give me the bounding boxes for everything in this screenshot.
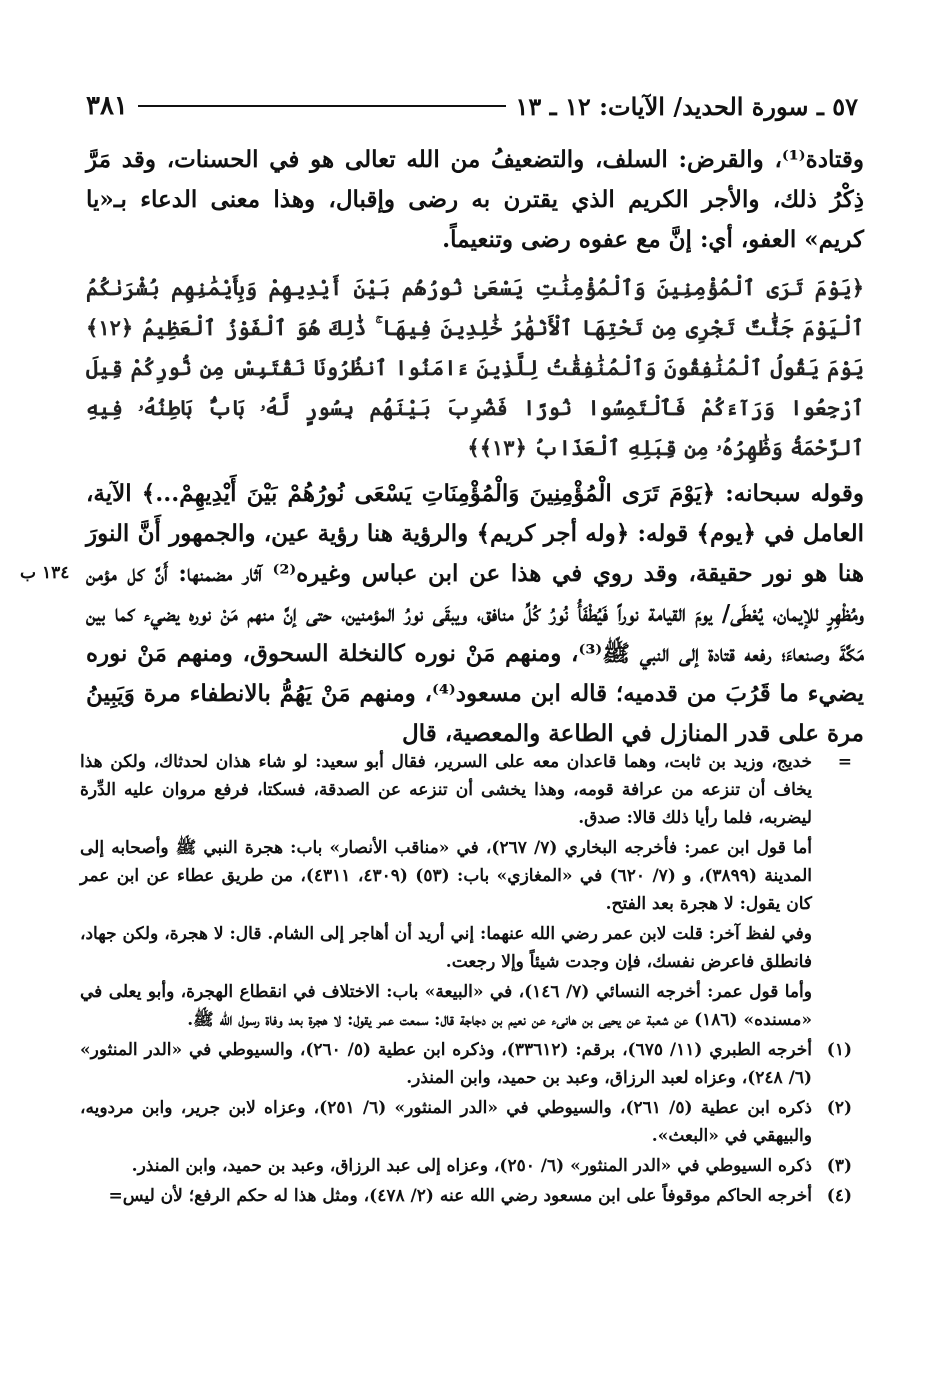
- page-number: ٣٨١: [86, 91, 128, 121]
- footnotes: [80, 748, 852, 1212]
- paragraph-2: وقوله سبحانه: ﴿يَوْمَ تَرَى الْمُؤْمِنِينَ وَالْمُؤْمِنَاتِ يَسْعَى نُورُهُمْ بَيْنَ أَيْدِيهِمْ...﴾ الآية، العامل في ﴿يوم﴾ قوله: ﴿وله أجر كريم﴾ والرؤية هنا رؤية عين، والجمهور أَنَّ النورَ هنا هو نور حقيقة، وقد روي في هذا عن ابن عباس وغيره⁽²⁾ آثار مضمنها: أَنَّ كل مؤمن ومُظْهِرٍ للإيمان، يُعْطَى/ يومَ القيامة نوراً فَيُطْفَأُ نُورُ كُلِّ منافق، ويبقَى نورُ المؤمنين، حتى إنَّ منهم مَنْ نوره يضيء كما بين مَكَّةَ وصنعاءَ؛ رفعه قتادة إلى النبي ﷺ⁽³⁾، ومنهم مَنْ نوره كالنخلة السحوق، ومنهم مَنْ نوره يضيء ما قَرُبَ من قدميه؛ قاله ابن مسعود⁽⁴⁾، ومنهم مَنْ يَهُمُّ بالانطفاء مرة وَيَبِينُ مرة على قدر المنازل في الطاعة والمعصية، قال: [86, 480, 864, 747]
- footnote-text: ذكره ابن عطية (٥/ ٢٦١)، والسيوطي في «الدر المنثور» (٦/ ٢٥١)، وعزاه لابن جرير، وابن مردويه، والبيهقي في «البعث».: [80, 1098, 812, 1146]
- footnote-continuation: [80, 920, 852, 976]
- footnote-text: وأما قول عمر: أخرجه النسائي (٧/ ١٤٦)، في «البيعة» باب: الاختلاف في انقطاع الهجرة، وأبو يعلى في «مسنده» (١٨٦) عن شعبة عن يحيى بن هانىء عن نعيم بن دجاجة قال: سمعت عمر يقول: لا هجرة بعد وفاة رسول الله ﷺ.: [80, 982, 812, 1030]
- footnote-continuation: [80, 978, 852, 1034]
- footnote-text: أخرجه الحاكم موقوفاً على ابن مسعود رضي الله عنه (٢/ ٤٧٨)، ومثل هذا له حكم الرفع؛ لأن ليس=: [108, 1186, 812, 1206]
- footnote-2: [80, 1094, 852, 1150]
- footnote-continuation: [80, 834, 852, 918]
- footnote-number: (٤): [826, 1186, 852, 1206]
- footnote-continuation: [80, 748, 852, 832]
- header-title: ٥٧ ـ سورة الحديد/ الآيات: ١٢ ـ ١٣: [515, 91, 858, 121]
- footnote-text: وفي لفظ آخر: قلت لابن عمر رضي الله عنهما: إني أريد أن أهاجر إلى الشام. قال: لا هجرة، ولكن جهاد، فانطلق فاعرض نفسك، فإن وجدت شيئاً وإلا رجعت.: [80, 924, 812, 972]
- footnote-number: (١): [826, 1040, 852, 1060]
- footnote-3: [80, 1152, 852, 1180]
- footnote-text: خديج، وزيد بن ثابت، وهما قاعدان معه على السرير، فقال أبو سعيد: لو شاء هذان لحدثاك، ولكن هذا يخاف أن تنزعه من عرافة قومه، وهذا يخشى أن تنزعه عن الصدقة، فسكتا، فرفع مروان عليه الدِّرة ليضربه، فلما رأيا ذلك قالا: صدق.: [80, 752, 812, 828]
- footnote-text: أخرجه الطبري (١١/ ٦٧٥)، برقم: (٣٣٦١٢)، وذكره ابن عطية (٥/ ٢٦٠)، والسيوطي في «الدر المنثور» (٦/ ٢٤٨)، وعزاه لعبد الرزاق، وعبد بن حميد، وابن المنذر.: [80, 1040, 812, 1088]
- footnote-number: (٢): [826, 1098, 852, 1118]
- main-text: [86, 140, 864, 760]
- footnote-number: (٣): [826, 1156, 852, 1176]
- footnote-1: [80, 1036, 852, 1092]
- continuation-marker: =: [837, 752, 852, 772]
- footnote-4: [80, 1182, 852, 1210]
- header-rule: [138, 105, 506, 107]
- footnote-text: ذكره السيوطي في «الدر المنثور» (٦/ ٢٥٠)، وعزاه إلى عبد الرزاق، وعبد بن حميد، وابن المنذر.: [131, 1156, 812, 1176]
- running-header: [86, 86, 858, 126]
- quran-verses: ﴿يَوْمَ تَرَى ٱلْمُؤْمِنِينَ وَٱلْمُؤْمِنَٰتِ يَسْعَىٰ نُورُهُم بَيْنَ أَيْدِيهِمْ وَبِأَيْمَٰنِهِم بُشْرَىٰكُمُ ٱلْيَوْمَ جَنَّٰتٌ تَجْرِى مِن تَحْتِهَا ٱلْأَنْهَٰرُ خَٰلِدِينَ فِيهَا ۚ ذَٰلِكَ هُوَ ٱلْفَوْزُ ٱلْعَظِيمُ ﴿١٢﴾ يَوْمَ يَقُولُ ٱلْمُنَٰفِقُونَ وَٱلْمُنَٰفِقَٰتُ لِلَّذِينَ ءَامَنُوا ٱنظُرُونَا نَقْتَبِسْ مِن نُّورِكُمْ قِيلَ ٱرْجِعُوا وَرَآءَكُمْ فَٱلْتَمِسُوا نُورًا فَضُرِبَ بَيْنَهُم بِسُورٍ لَّهُۥ بَابٌۢ بَاطِنُهُۥ فِيهِ ٱلرَّحْمَةُ وَظَٰهِرُهُۥ مِن قِبَلِهِ ٱلْعَذَابُ ﴿١٣﴾﴾: [86, 275, 864, 460]
- manuscript-folio-note: ١٣٤ ب: [20, 563, 70, 583]
- footnote-text: أما قول ابن عمر: فأخرجه البخاري (٧/ ٢٦٧)، في «مناقب الأنصار» باب: هجرة النبي ﷺ وأصحابه إلى المدينة (٣٨٩٩)، و (٧/ ٦٢٠) في «المغازي» باب: (٥٣) (٤٣٠٩، ٤٣١١)، من طريق عطاء عن ابن عمر كان يقول: لا هجرة بعد الفتح.: [80, 838, 813, 914]
- paragraph-1: وقتادة⁽¹⁾، والقرض: السلف، والتضعيفُ من الله تعالى هو في الحسنات، وقد مَرَّ ذِكْرُ ذلك، والأجر الكريم الذي يقترن به رضى وإقبال، وهذا معنى الدعاء بـ«يا كريم» العفو، أي: إنَّ مع عفوه رضى وتنعيماً.: [86, 146, 864, 253]
